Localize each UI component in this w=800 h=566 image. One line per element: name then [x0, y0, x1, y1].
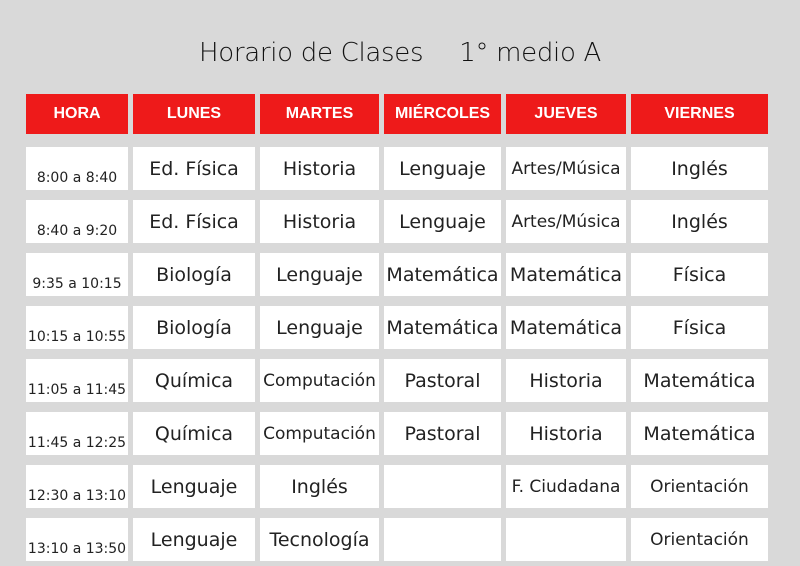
- header-jueves: JUEVES: [506, 94, 626, 134]
- subject-cell-lunes: Ed. Física: [133, 147, 255, 190]
- subject-cell-martes: Historia: [260, 147, 379, 190]
- subject-cell-miercoles: Lenguaje: [384, 200, 501, 243]
- subject-cell-lunes: Química: [133, 412, 255, 455]
- subject-cell-lunes: Biología: [133, 253, 255, 296]
- subject-cell-viernes: Orientación: [631, 465, 768, 508]
- subject-cell-jueves: Historia: [506, 412, 626, 455]
- time-slot: 12:30 a 13:10: [26, 465, 128, 508]
- subject-cell-jueves: Matemática: [506, 306, 626, 349]
- subject-cell-miercoles: Lenguaje: [384, 147, 501, 190]
- subject-cell-jueves: [506, 518, 626, 561]
- subject-cell-martes: Computación: [260, 359, 379, 402]
- subject-cell-martes: Lenguaje: [260, 306, 379, 349]
- subject-cell-martes: Tecnología: [260, 518, 379, 561]
- subject-cell-viernes: Orientación: [631, 518, 768, 561]
- subject-cell-lunes: Lenguaje: [133, 518, 255, 561]
- subject-cell-miercoles: Pastoral: [384, 359, 501, 402]
- class-grade: 1° medio A: [459, 38, 602, 68]
- time-slot: 8:40 a 9:20: [26, 200, 128, 243]
- subject-cell-jueves: Matemática: [506, 253, 626, 296]
- subject-cell-viernes: Matemática: [631, 412, 768, 455]
- subject-cell-miercoles: Matemática: [384, 306, 501, 349]
- subject-cell-miercoles: Matemática: [384, 253, 501, 296]
- subject-cell-jueves: F. Ciudadana: [506, 465, 626, 508]
- subject-cell-martes: Lenguaje: [260, 253, 379, 296]
- subject-cell-jueves: Artes/Música: [506, 200, 626, 243]
- subject-cell-lunes: Lenguaje: [133, 465, 255, 508]
- subject-cell-miercoles: [384, 465, 501, 508]
- time-slot: 10:15 a 10:55: [26, 306, 128, 349]
- subject-cell-viernes: Inglés: [631, 147, 768, 190]
- subject-cell-viernes: Inglés: [631, 200, 768, 243]
- subject-cell-jueves: Historia: [506, 359, 626, 402]
- subject-cell-jueves: Artes/Música: [506, 147, 626, 190]
- time-slot: 11:45 a 12:25: [26, 412, 128, 455]
- subject-cell-lunes: Ed. Física: [133, 200, 255, 243]
- subject-cell-martes: Historia: [260, 200, 379, 243]
- header-viernes: VIERNES: [631, 94, 768, 134]
- time-slot: 9:35 a 10:15: [26, 253, 128, 296]
- subject-cell-viernes: Física: [631, 253, 768, 296]
- subject-cell-viernes: Matemática: [631, 359, 768, 402]
- subject-cell-lunes: Química: [133, 359, 255, 402]
- subject-cell-martes: Inglés: [260, 465, 379, 508]
- time-slot: 13:10 a 13:50: [26, 518, 128, 561]
- schedule-title: Horario de Clases: [198, 38, 424, 68]
- time-slot: 8:00 a 8:40: [26, 147, 128, 190]
- header-martes: MARTES: [260, 94, 379, 134]
- time-slot: 11:05 a 11:45: [26, 359, 128, 402]
- subject-cell-viernes: Física: [631, 306, 768, 349]
- subject-cell-miercoles: Pastoral: [384, 412, 501, 455]
- subject-cell-lunes: Biología: [133, 306, 255, 349]
- header-miercoles: MIÉRCOLES: [384, 94, 501, 134]
- header-hora: HORA: [26, 94, 128, 134]
- header-lunes: LUNES: [133, 94, 255, 134]
- subject-cell-miercoles: [384, 518, 501, 561]
- subject-cell-martes: Computación: [260, 412, 379, 455]
